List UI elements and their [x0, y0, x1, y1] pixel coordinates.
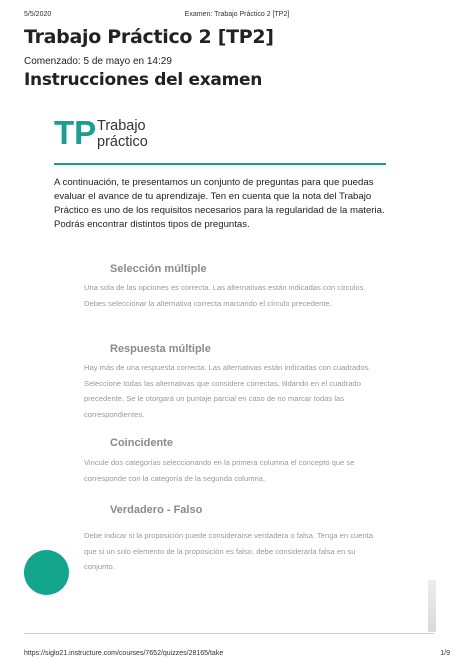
section-body-verdadero-falso: Debe indicar si la proposición puede considerarse verdadera o falsa. Tenga en cuenta que si un solo elemento de la proposición es falso, debe considerarla falsa en su conjunto. [84, 531, 374, 571]
section-title-verdadero-falso: Verdadero - Falso [110, 504, 203, 516]
section-body-seleccion-multiple: Una sola de las opciones es correcta. Las alternativas están indicadas con círculos. Debes seleccionar la alternativa correcta marcando el círculo precedente. [84, 283, 366, 308]
decorative-circle [24, 550, 69, 595]
tp-logo-line2: práctico [97, 134, 148, 150]
tp-logo-text [97, 118, 148, 150]
intro-paragraph: A continuación, te presentamos un conjunto de preguntas para que puedas evaluar el avance de tu aprendizaje. Ten en cuenta que la nota del Trabajo Práctico es uno de los requisitos necesarios para la regularidad de la materia. Podrás encontrar distintos tipos de preguntas. [54, 177, 385, 230]
section-body-respuesta-multiple: Hay más de una respuesta correcta. Las alternativas están indicadas con cuadrados. Seleccione todas las alternativas que considere correctas, tildando en el cuadrado precedente. Se le otorgará un puntaje parcial en caso de no marcar todas las correspondientes. [84, 363, 371, 419]
tp-logo-line1: Trabajo [97, 118, 146, 134]
scrollbar-fragment [428, 580, 436, 632]
footer-page-number: 1/9 [440, 650, 450, 657]
section-title-seleccion-multiple: Selección múltiple [110, 263, 207, 275]
tp-logo-mark: TP [54, 114, 97, 151]
print-date: 5/5/2020 [24, 11, 52, 18]
section-body-coincidente: Vincule dos categorías seleccionando en la primera columna el concepto que se corresponde con la categoría de la segunda columna. [84, 458, 355, 483]
page-title: Trabajo Práctico 2 [TP2] [24, 26, 274, 48]
section-title-respuesta-multiple: Respuesta múltiple [110, 343, 211, 355]
print-header-title: Examen: Trabajo Práctico 2 [TP2] [184, 11, 290, 18]
logo-divider [54, 163, 386, 165]
instructions-heading: Instrucciones del examen [24, 70, 263, 90]
footer-url: https://siglo21.instructure.com/courses/7652/quizzes/28165/take [24, 650, 224, 657]
started-timestamp: Comenzado: 5 de mayo en 14:29 [24, 56, 172, 67]
footer-divider [24, 633, 434, 634]
section-title-coincidente: Coincidente [110, 437, 173, 449]
